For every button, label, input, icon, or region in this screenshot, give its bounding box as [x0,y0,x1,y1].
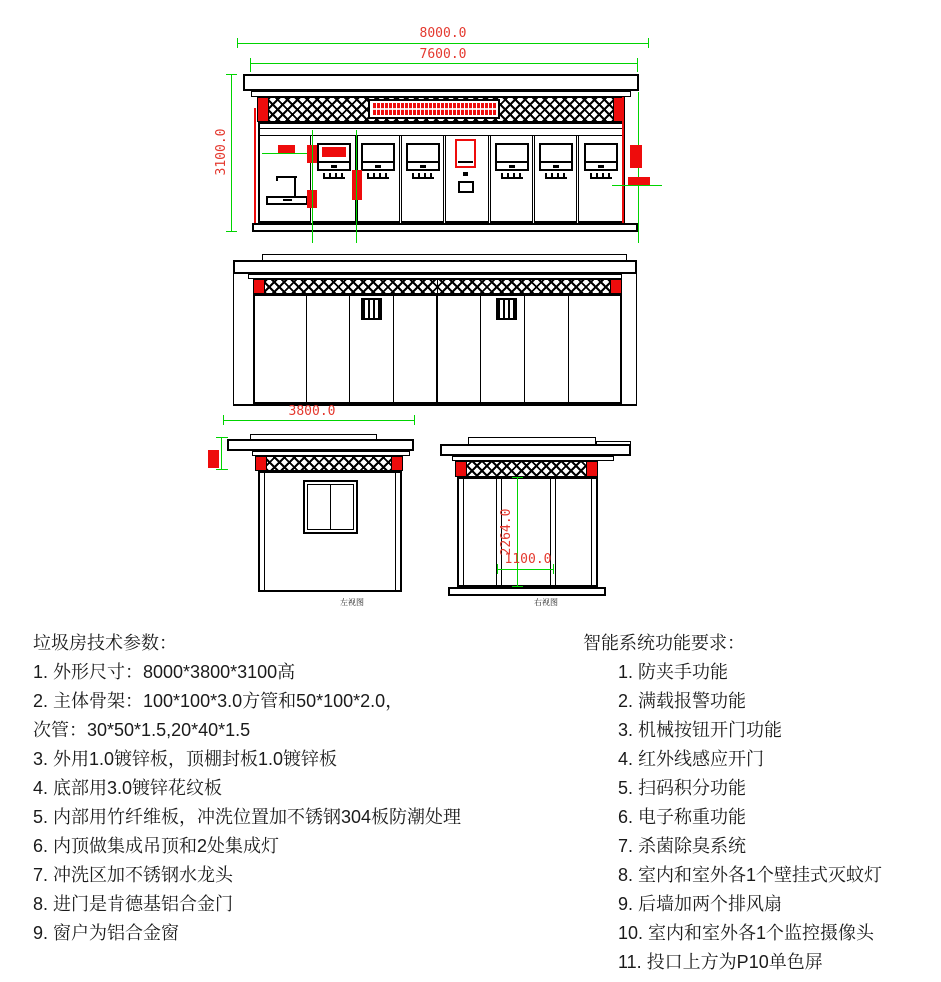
control-panel-line [458,161,473,163]
corner-post [455,461,467,477]
list-item: 8. 进门是肯德基铝合金门 [33,894,234,914]
deposit-port-icon [406,143,440,171]
dim-tick [237,38,238,48]
list-item: 6. 电子称重功能 [618,807,747,827]
list-item: 4. 红外线感应开门 [618,749,765,769]
eave-line [233,274,234,405]
bay-divider [576,136,579,223]
dim-tick [226,231,237,232]
list-item: 7. 杀菌除臭系统 [618,836,747,856]
roof-slab [233,260,637,274]
wall-inner-line [395,471,396,592]
reference-line [612,185,662,186]
dim-label-3100: 3100.0 [214,128,229,176]
reference-line [312,130,313,243]
exhaust-fan-icon [496,298,517,320]
dim-tick [223,415,224,425]
list-item: 6. 内顶做集成吊顶和2处集成灯 [33,836,280,856]
faucet-icon [294,176,296,197]
corner-post [253,279,265,294]
dim-label-3800: 3800.0 [288,404,336,419]
list-item: 3. 外用1.0镀锌板，顶棚封板1.0镀锌板 [33,749,338,769]
bay-divider [532,136,535,223]
deposit-port-icon [584,143,618,171]
list-item: 2. 满载报警功能 [618,691,747,711]
list-item: 9. 后墙加两个排风扇 [618,894,783,914]
list-item: 8. 室内和室外各1个壁挂式灭蚊灯 [618,865,883,885]
reference-line [356,130,357,243]
sink-icon [283,199,292,201]
port-feet [367,173,389,179]
roof-slab [227,439,414,451]
port-feet [545,173,567,179]
eave-line [636,274,637,405]
dim-label-8000: 8000.0 [419,26,467,41]
dim-line-3100 [231,74,232,232]
dim-tick [648,38,649,48]
corner-post [391,456,403,471]
panel-joint [306,296,307,402]
dim-line-7600 [250,63,637,64]
top-rail [258,128,625,136]
dim-line-8000 [237,43,648,44]
deposit-port-icon [495,143,529,171]
reference-line [216,469,228,470]
roof-step [468,437,596,445]
base-plinth [252,223,638,232]
control-panel-outline [455,139,476,168]
side-wall [457,477,598,587]
led-display [368,99,500,119]
corner-post [586,461,598,477]
tech-params-list [33,658,533,948]
wall-device-marker [208,450,219,468]
list-item: 1. 外形尺寸：8000*3800*3100高 [33,662,296,682]
button-icon [463,172,468,176]
corner-post [257,97,269,122]
list-item: 11. 投口上方为P10单色屏 [618,952,823,972]
roof-step [596,441,631,445]
dim-line-1100 [497,569,553,570]
bay-divider [488,136,491,223]
wall-inner-line [463,477,464,587]
tech-params-title: 垃圾房技术参数： [33,633,177,653]
exhaust-fan-icon [361,298,382,320]
lattice-divider [437,279,438,294]
deposit-port-icon [361,143,395,171]
panel-joint [349,296,350,402]
roof-slab [243,74,639,91]
wall-inner-line [591,477,592,587]
list-item: 7. 冲洗区加不锈钢水龙头 [33,865,234,885]
dim-tick [512,477,523,478]
panel-joint [568,296,569,402]
reference-line [221,437,222,470]
tech-params-block [33,629,533,948]
corner-post [255,456,267,471]
led-strip [372,103,496,115]
list-item: 1. 防夹手功能 [618,662,729,682]
dim-label-7600: 7600.0 [419,47,467,62]
dim-tick [637,58,638,72]
wall-inner-line [264,471,265,592]
door-frame-line [550,479,551,587]
frame-marker [352,170,362,200]
wall-device-marker [278,145,295,153]
dim-label-1100: 1100.0 [504,552,552,567]
reference-line [216,437,228,438]
dim-tick [414,415,415,425]
wall-device-marker [628,177,650,185]
panel-joint [524,296,525,402]
list-item: 10. 室内和室外各1个监控摄像头 [618,923,875,943]
list-item: 次管：30*50*1.5,20*40*1.5 [33,720,251,740]
smart-functions-list [583,658,933,977]
lattice-band [455,461,598,477]
edge-marker-line [254,108,256,223]
list-item: 5. 扫码积分功能 [618,778,747,798]
smart-functions-title: 智能系统功能要求： [583,633,745,653]
base-plinth [448,587,606,596]
port-feet [323,173,345,179]
door-frame-line [555,479,556,587]
panel-joint [393,296,394,402]
faucet-icon [276,176,278,181]
edge-marker-line [622,97,624,223]
dim-tick [250,58,251,72]
dim-tick [512,586,523,587]
port-feet [590,173,612,179]
list-item: 4. 底部用3.0镀锌花纹板 [33,778,223,798]
dim-tick [226,74,237,75]
list-item: 5. 内部用竹纤维板，冲洗位置加不锈钢304板防潮处理 [33,807,462,827]
panel-joint [436,296,438,402]
list-item: 3. 机械按钮开门功能 [618,720,783,740]
list-item: 2. 主体骨架：100*100*3.0方管和50*100*2.0， [33,691,404,711]
view-caption: 左视图 [340,598,364,607]
bay-divider [443,136,446,223]
dim-line-3800 [223,420,415,421]
deposit-port-icon [539,143,573,171]
roof-step [250,434,377,440]
window-mullion [330,484,331,530]
port-feet [412,173,434,179]
roof-slab [440,444,631,456]
view-caption: 右视图 [534,598,558,607]
dim-label-2264: 2264.0 [499,508,514,556]
corner-post [610,279,622,294]
port-screen-highlight [322,147,346,157]
small-hatch [458,181,474,193]
reference-line [262,153,312,154]
dim-line-2264 [517,477,518,587]
panel-joint [480,296,481,402]
lattice-band [255,456,403,471]
list-item: 9. 窗户为铝合金窗 [33,923,180,943]
smart-functions-block [583,629,933,977]
bay-divider [399,136,402,223]
dim-tick [497,564,498,574]
port-feet [501,173,523,179]
wall-device-marker [630,145,642,168]
